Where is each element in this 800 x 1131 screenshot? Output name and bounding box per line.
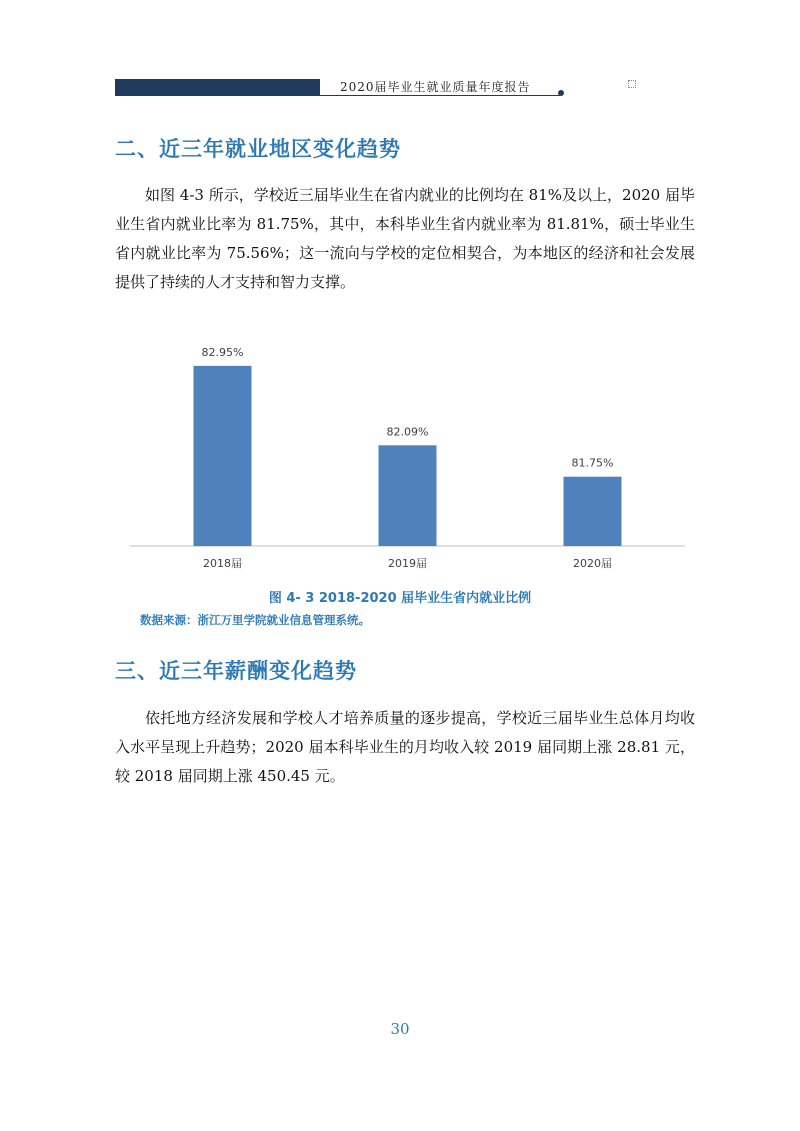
chart-bar bbox=[564, 477, 622, 546]
paragraph-salary: 依托地方经济发展和学校人才培养质量的逐步提高，学校近三届毕业生总体月均收入水平呈现上升趋势；2020 届本科毕业生的月均收入较 2019 届同期上涨 28.81 元，较 2018 届同期上涨 450.45 元。 bbox=[115, 709, 695, 785]
chart-bar bbox=[194, 366, 252, 546]
section-heading-region: 二、近三年就业地区变化趋势 bbox=[115, 137, 401, 161]
bar-data-label: 82.09% bbox=[386, 425, 429, 439]
x-tick-label: 2020届 bbox=[573, 557, 612, 570]
header-dot-decoration bbox=[558, 90, 564, 96]
header-mark-decoration bbox=[628, 80, 636, 88]
figure-caption: 图 4- 3 2018-2020 届毕业生省内就业比例 bbox=[268, 591, 532, 606]
header-title: 2020届毕业生就业质量年度报告 bbox=[340, 80, 531, 94]
bar-data-label: 82.95% bbox=[201, 345, 244, 359]
header-bar bbox=[115, 79, 320, 96]
header-rule bbox=[320, 95, 560, 96]
bar-data-label: 81.75% bbox=[571, 456, 614, 470]
chart-bar bbox=[379, 445, 437, 546]
data-source-note: 数据来源：浙江万里学院就业信息管理系统。 bbox=[140, 613, 370, 627]
bar-chart bbox=[130, 320, 685, 585]
x-tick-label: 2019届 bbox=[388, 557, 427, 570]
section-heading-salary: 三、近三年薪酬变化趋势 bbox=[115, 659, 357, 683]
x-tick-label: 2018届 bbox=[203, 557, 242, 570]
page-number: 30 bbox=[390, 1020, 410, 1038]
chart-svg bbox=[130, 320, 685, 585]
paragraph-region: 如图 4-3 所示，学校近三届毕业生在省内就业的比例均在 81%及以上，2020 届毕业生省内就业比率为 81.75%，其中，本科毕业生省内就业率为 81.81%，硕士毕业生省内就业比率为 75.56%；这一流向与学校的定位相契合，为本地区的经济和社会发展提供了持续的人才支持和智力支撑。 bbox=[115, 186, 695, 291]
